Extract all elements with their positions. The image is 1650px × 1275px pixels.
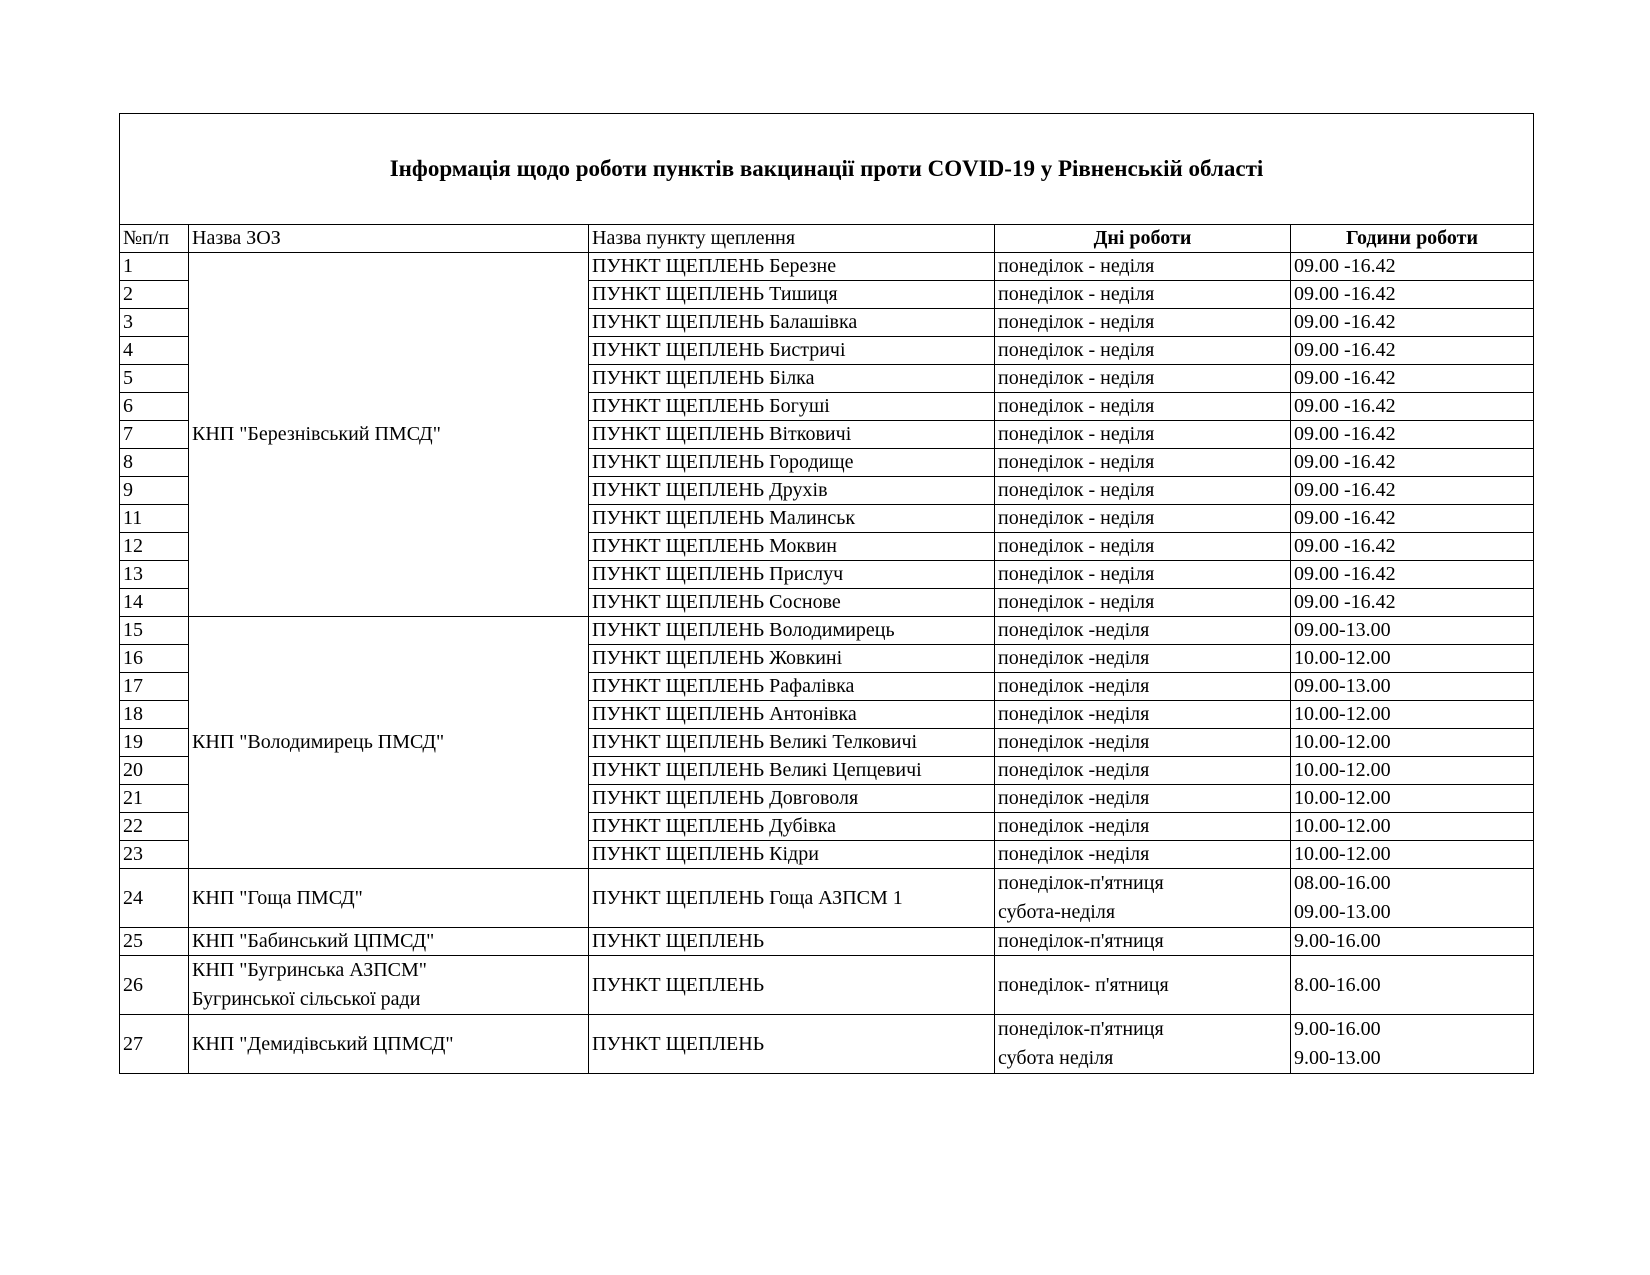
working-days: понеділок -неділя — [995, 813, 1291, 841]
working-hours: 09.00 -16.42 — [1291, 477, 1534, 505]
vaccination-point-name: ПУНКТ ЩЕПЛЕНЬ Друхів — [589, 477, 995, 505]
working-days: понеділок -неділя — [995, 841, 1291, 869]
document-title: Інформація щодо роботи пунктів вакцинації проти COVID-19 у Рівненській області — [120, 114, 1534, 225]
row-number: 27 — [120, 1015, 189, 1074]
working-hours: 10.00-12.00 — [1291, 813, 1534, 841]
header-num: №п/п — [120, 225, 189, 253]
working-days: понеділок -неділя — [995, 785, 1291, 813]
vaccination-point-name: ПУНКТ ЩЕПЛЕНЬ — [589, 956, 995, 1015]
working-days: понеділок - неділя — [995, 253, 1291, 281]
working-hours-line: 9.00-13.00 — [1294, 1047, 1381, 1069]
vaccination-point-name: ПУНКТ ЩЕПЛЕНЬ Городище — [589, 449, 995, 477]
vaccination-point-name: ПУНКТ ЩЕПЛЕНЬ Малинськ — [589, 505, 995, 533]
row-number: 13 — [120, 561, 189, 589]
vaccination-point-name: ПУНКТ ЩЕПЛЕНЬ Богуші — [589, 393, 995, 421]
row-number: 11 — [120, 505, 189, 533]
header-hours: Години роботи — [1291, 225, 1534, 253]
working-hours: 10.00-12.00 — [1291, 701, 1534, 729]
working-days: понеділок -неділя — [995, 757, 1291, 785]
facility-name — [189, 956, 589, 1015]
vaccination-point-name: ПУНКТ ЩЕПЛЕНЬ Великі Цепцевичі — [589, 757, 995, 785]
title-row — [120, 114, 1534, 225]
working-hours: 09.00 -16.42 — [1291, 365, 1534, 393]
table-row — [120, 869, 1534, 928]
vaccination-point-name: ПУНКТ ЩЕПЛЕНЬ Білка — [589, 365, 995, 393]
vaccination-point-name: ПУНКТ ЩЕПЛЕНЬ Гоща АЗПСМ 1 — [589, 869, 995, 928]
vaccination-point-name: ПУНКТ ЩЕПЛЕНЬ Рафалівка — [589, 673, 995, 701]
row-number: 22 — [120, 813, 189, 841]
row-number: 5 — [120, 365, 189, 393]
vaccination-point-name: ПУНКТ ЩЕПЛЕНЬ Моквин — [589, 533, 995, 561]
table-row — [120, 956, 1534, 1015]
working-hours-line: 09.00-13.00 — [1294, 901, 1391, 923]
vaccination-point-name: ПУНКТ ЩЕПЛЕНЬ Кідри — [589, 841, 995, 869]
vaccination-point-name: ПУНКТ ЩЕПЛЕНЬ Довговоля — [589, 785, 995, 813]
working-days: понеділок - неділя — [995, 365, 1291, 393]
working-days — [995, 1015, 1291, 1074]
working-hours: 09.00 -16.42 — [1291, 421, 1534, 449]
working-days: понеділок - неділя — [995, 589, 1291, 617]
row-number: 24 — [120, 869, 189, 928]
working-days: понеділок - неділя — [995, 309, 1291, 337]
working-hours: 10.00-12.00 — [1291, 645, 1534, 673]
working-days: понеділок - неділя — [995, 337, 1291, 365]
working-hours: 09.00 -16.42 — [1291, 505, 1534, 533]
vaccination-point-name: ПУНКТ ЩЕПЛЕНЬ Володимирець — [589, 617, 995, 645]
working-days-line: понеділок-п'ятниця — [998, 1018, 1164, 1040]
row-number: 3 — [120, 309, 189, 337]
row-number: 17 — [120, 673, 189, 701]
working-days: понеділок - неділя — [995, 477, 1291, 505]
row-number: 15 — [120, 617, 189, 645]
row-number: 26 — [120, 956, 189, 1015]
working-hours-line: 08.00-16.00 — [1294, 872, 1391, 894]
working-days: понеділок -неділя — [995, 617, 1291, 645]
working-hours: 09.00 -16.42 — [1291, 337, 1534, 365]
working-days: понеділок - неділя — [995, 449, 1291, 477]
working-hours: 09.00-13.00 — [1291, 673, 1534, 701]
vaccination-point-name: ПУНКТ ЩЕПЛЕНЬ Вітковичі — [589, 421, 995, 449]
working-hours: 09.00 -16.42 — [1291, 393, 1534, 421]
working-hours: 10.00-12.00 — [1291, 757, 1534, 785]
working-days: понеділок - неділя — [995, 561, 1291, 589]
working-hours: 09.00 -16.42 — [1291, 309, 1534, 337]
working-hours: 09.00 -16.42 — [1291, 253, 1534, 281]
vaccination-point-name: ПУНКТ ЩЕПЛЕНЬ Соснове — [589, 589, 995, 617]
table-row — [120, 617, 1534, 645]
row-number: 1 — [120, 253, 189, 281]
working-days: понеділок- п'ятниця — [995, 956, 1291, 1015]
working-days — [995, 869, 1291, 928]
working-hours: 9.00-16.00 — [1291, 928, 1534, 956]
row-number: 19 — [120, 729, 189, 757]
row-number: 9 — [120, 477, 189, 505]
working-days-line: понеділок-п'ятниця — [998, 872, 1164, 894]
table-body — [120, 253, 1534, 1074]
row-number: 18 — [120, 701, 189, 729]
facility-name: КНП "Демидівський ЦПМСД" — [189, 1015, 589, 1074]
working-days: понеділок-п'ятниця — [995, 928, 1291, 956]
working-hours: 09.00 -16.42 — [1291, 281, 1534, 309]
working-hours-line: 9.00-16.00 — [1294, 1018, 1381, 1040]
row-number: 12 — [120, 533, 189, 561]
row-number: 6 — [120, 393, 189, 421]
facility-name: КНП "Гоща ПМСД" — [189, 869, 589, 928]
facility-name: КНП "Бабинський ЦПМСД" — [189, 928, 589, 956]
facility-name-line: Бугринської сільської ради — [192, 988, 421, 1010]
row-number: 25 — [120, 928, 189, 956]
working-days: понеділок - неділя — [995, 421, 1291, 449]
working-hours: 10.00-12.00 — [1291, 785, 1534, 813]
row-number: 16 — [120, 645, 189, 673]
row-number: 7 — [120, 421, 189, 449]
vaccination-point-name: ПУНКТ ЩЕПЛЕНЬ Дубівка — [589, 813, 995, 841]
row-number: 23 — [120, 841, 189, 869]
facility-name: КНП "Володимирець ПМСД" — [189, 617, 589, 869]
vaccination-point-name: ПУНКТ ЩЕПЛЕНЬ Великі Телковичі — [589, 729, 995, 757]
row-number: 14 — [120, 589, 189, 617]
working-hours: 10.00-12.00 — [1291, 841, 1534, 869]
working-days-line: субота неділя — [998, 1047, 1114, 1069]
working-hours: 09.00 -16.42 — [1291, 449, 1534, 477]
table-row — [120, 253, 1534, 281]
header-zoz: Назва ЗОЗ — [189, 225, 589, 253]
vaccination-point-name: ПУНКТ ЩЕПЛЕНЬ Балашівка — [589, 309, 995, 337]
vaccination-point-name: ПУНКТ ЩЕПЛЕНЬ Антонівка — [589, 701, 995, 729]
working-days: понеділок -неділя — [995, 701, 1291, 729]
working-days: понеділок - неділя — [995, 533, 1291, 561]
header-row — [120, 225, 1534, 253]
vaccination-point-name: ПУНКТ ЩЕПЛЕНЬ Жовкині — [589, 645, 995, 673]
working-hours: 09.00 -16.42 — [1291, 533, 1534, 561]
header-days: Дні роботи — [995, 225, 1291, 253]
working-days: понеділок -неділя — [995, 729, 1291, 757]
working-hours — [1291, 1015, 1534, 1074]
facility-name-line: КНП "Бугринська АЗПСМ" — [192, 959, 427, 981]
vaccination-point-name: ПУНКТ ЩЕПЛЕНЬ — [589, 1015, 995, 1074]
table-row — [120, 928, 1534, 956]
row-number: 2 — [120, 281, 189, 309]
working-hours: 09.00-13.00 — [1291, 617, 1534, 645]
working-hours — [1291, 869, 1534, 928]
working-days: понеділок - неділя — [995, 281, 1291, 309]
row-number: 8 — [120, 449, 189, 477]
working-days: понеділок -неділя — [995, 673, 1291, 701]
working-days: понеділок -неділя — [995, 645, 1291, 673]
working-days-line: субота-неділя — [998, 901, 1116, 923]
vaccination-points-table — [119, 113, 1534, 1074]
vaccination-point-name: ПУНКТ ЩЕПЛЕНЬ Тишиця — [589, 281, 995, 309]
vaccination-point-name: ПУНКТ ЩЕПЛЕНЬ — [589, 928, 995, 956]
working-days: понеділок - неділя — [995, 505, 1291, 533]
row-number: 4 — [120, 337, 189, 365]
vaccination-point-name: ПУНКТ ЩЕПЛЕНЬ Бистричі — [589, 337, 995, 365]
header-point: Назва пункту щеплення — [589, 225, 995, 253]
working-hours: 10.00-12.00 — [1291, 729, 1534, 757]
vaccination-point-name: ПУНКТ ЩЕПЛЕНЬ Прислуч — [589, 561, 995, 589]
working-hours: 8.00-16.00 — [1291, 956, 1534, 1015]
working-hours: 09.00 -16.42 — [1291, 561, 1534, 589]
facility-name: КНП "Березнівський ПМСД" — [189, 253, 589, 617]
vaccination-point-name: ПУНКТ ЩЕПЛЕНЬ Березне — [589, 253, 995, 281]
row-number: 21 — [120, 785, 189, 813]
working-hours: 09.00 -16.42 — [1291, 589, 1534, 617]
row-number: 20 — [120, 757, 189, 785]
working-days: понеділок - неділя — [995, 393, 1291, 421]
table-row — [120, 1015, 1534, 1074]
